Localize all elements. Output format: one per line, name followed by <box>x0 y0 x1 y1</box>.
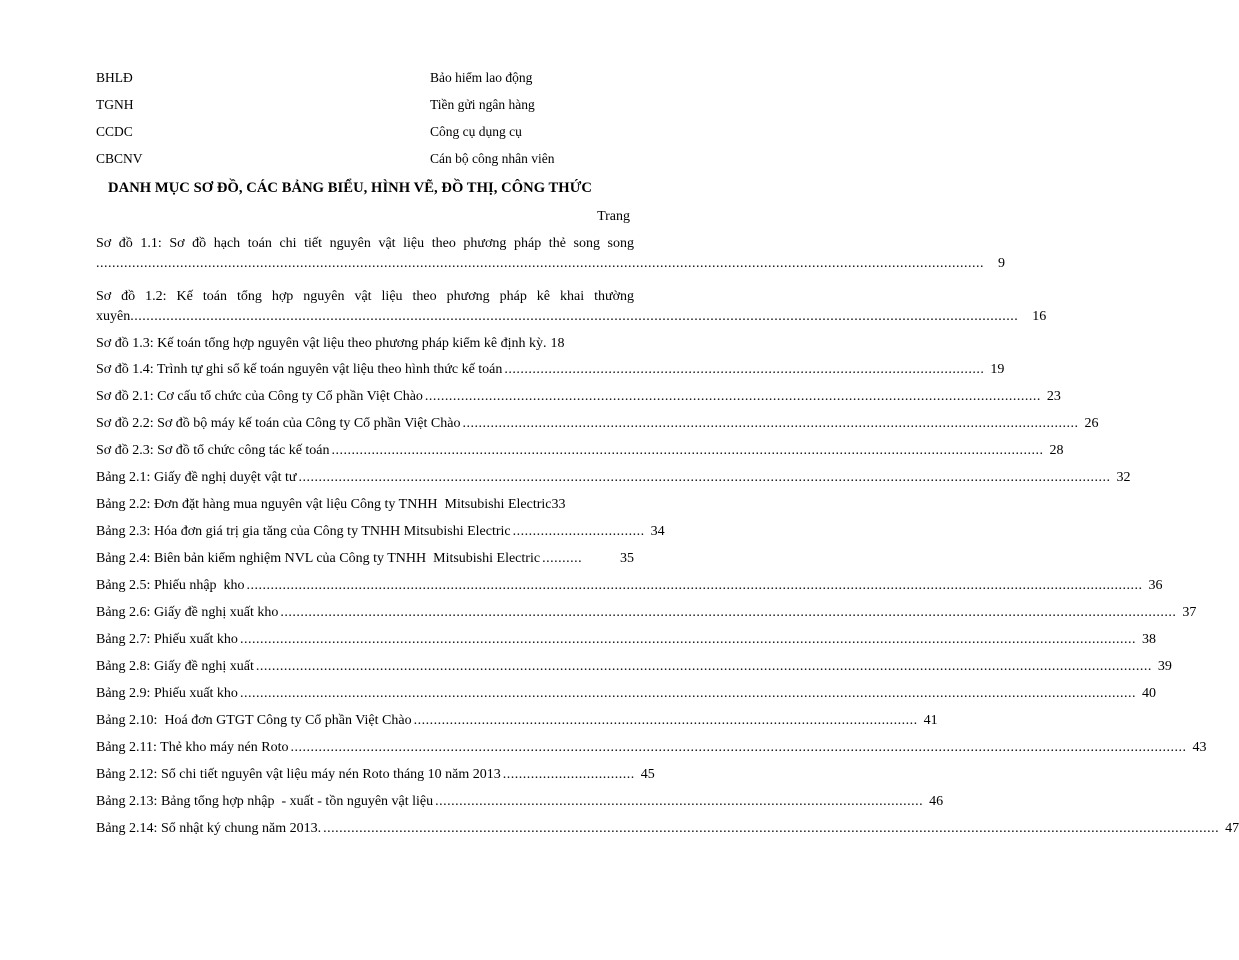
toc-entry-title: Bảng 2.13: Bảng tổng hợp nhập - xuất - tồn nguyên vật liệu <box>96 794 434 809</box>
leader-dots: ........................................................................................................................................................................................................... <box>298 470 1111 485</box>
abbr-code: CBCNV <box>96 151 143 166</box>
toc-entry-page: 33 <box>551 497 566 512</box>
toc-entry-page: 16 <box>1032 309 1047 324</box>
toc-entry-page: 23 <box>1046 389 1061 404</box>
toc-entry[interactable] <box>96 441 1064 461</box>
toc-entry-title: Bảng 2.4: Biên bản kiểm nghiệm NVL của Công ty TNHH Mitsubishi Electric <box>96 551 541 566</box>
toc-entry[interactable] <box>96 792 944 812</box>
toc-entry-title: Bảng 2.10: Hoá đơn GTGT Công ty Cổ phần Việt Chào <box>96 713 412 728</box>
leader-dots: .......................................................................................................................... <box>435 794 924 809</box>
toc-entry-page: 28 <box>1049 443 1064 458</box>
toc-entry-page: 39 <box>1157 659 1172 674</box>
toc-entry-page: 19 <box>990 362 1005 377</box>
toc-entry-title: Bảng 2.3: Hóa đơn giá trị gia tăng của Công ty TNHH Mitsubishi Electric <box>96 524 511 539</box>
toc-entry-page: 47 <box>1225 821 1239 836</box>
page-column-label: Trang <box>597 209 630 224</box>
toc-entry-page: 32 <box>1116 470 1131 485</box>
toc-entry-title: Bảng 2.9: Phiếu xuất kho <box>96 686 238 701</box>
toc-entry-title: Sơ đồ 2.1: Cơ cấu tổ chức của Công ty Cổ phần Việt Chào <box>96 389 423 404</box>
toc-entry[interactable] <box>96 819 1239 839</box>
toc-entry[interactable] <box>96 738 1207 758</box>
toc-entry-title: Bảng 2.6: Giấy đề nghị xuất kho <box>96 605 279 620</box>
toc-entry-title: Bảng 2.14: Sổ nhật ký chung năm 2013. <box>96 821 322 836</box>
leader-dots: ........................................................................................................................ <box>504 362 985 377</box>
toc-entry-page: 9 <box>998 256 1005 271</box>
toc-entry[interactable] <box>96 387 1061 407</box>
toc-entry-page: 37 <box>1182 605 1197 620</box>
toc-entry-page: 34 <box>650 524 665 539</box>
toc-entry[interactable] <box>96 360 1005 380</box>
leader-dots: .............................................................................................................................................................................................................................. <box>96 256 984 271</box>
abbr-meaning: Cán bộ công nhân viên <box>430 151 555 166</box>
abbr-meaning: Tiền gửi ngân hàng <box>430 97 535 112</box>
toc-entry-title: Sơ đồ 1.4: Trình tự ghi sổ kế toán nguyên vật liệu theo hình thức kế toán <box>96 362 503 377</box>
toc-entry[interactable] <box>96 414 1099 434</box>
leader-dots: ................................................................................................................................................................................................................................ <box>239 686 1136 701</box>
toc-entry-page: 18 <box>550 336 565 351</box>
toc-entry[interactable] <box>96 711 938 731</box>
toc-entry[interactable] <box>96 630 1156 650</box>
abbr-meaning: Bảo hiểm lao động <box>430 70 533 85</box>
leader-dots: .............................................................................................................................. <box>413 713 918 728</box>
toc-entry[interactable] <box>96 765 655 785</box>
abbr-code: CCDC <box>96 124 133 139</box>
toc-entry[interactable] <box>96 576 1163 596</box>
leader-dots: .............................................................................................................................................................................................................................. <box>130 309 1019 324</box>
leader-dots: .................................................................................................................................................................................. <box>331 443 1044 458</box>
leader-dots: ................................................................................................................................................................................................................................ <box>239 632 1136 647</box>
toc-entry[interactable] <box>96 495 634 515</box>
leader-dots: .......... <box>542 551 583 566</box>
toc-entry-title: Bảng 2.5: Phiếu nhập kho <box>96 578 245 593</box>
toc-entry-title: Sơ đồ 1.2: Kế toán tổng hợp nguyên vật liệu theo phương pháp kê khai thường <box>96 289 634 304</box>
abbr-code: BHLĐ <box>96 70 133 85</box>
leader-dots: ................................................................................................................................................................................................................................ <box>255 659 1152 674</box>
abbr-meaning: Công cụ dụng cụ <box>430 124 522 139</box>
toc-entry-title-cont: xuyên <box>96 309 131 324</box>
toc-entry-title: Sơ đồ 1.3: Kế toán tổng hợp nguyên vật liệu theo phương pháp kiểm kê định kỳ. <box>96 336 547 351</box>
section-heading: DANH MỤC SƠ ĐỒ, CÁC BẢNG BIỂU, HÌNH VẼ, ĐỒ THỊ, CÔNG THỨC <box>108 180 592 196</box>
toc-entry-title: Bảng 2.1: Giấy đề nghị duyệt vật tư <box>96 470 297 485</box>
leader-dots: .......................................................................................................................................................... <box>462 416 1079 431</box>
toc-entry-page: 36 <box>1148 578 1163 593</box>
toc-entry[interactable] <box>96 522 665 542</box>
toc-entry-title: Bảng 2.2: Đơn đặt hàng mua nguyên vật liệu Công ty TNHH Mitsubishi Electric <box>96 497 552 512</box>
toc-entry-page: 45 <box>640 767 655 782</box>
leader-dots: ................................. <box>512 524 645 539</box>
leader-dots: ................................................................................................................................................................................................................................ <box>290 740 1187 755</box>
toc-entry[interactable] <box>96 549 634 569</box>
toc-entry-title: Bảng 2.8: Giấy đề nghị xuất <box>96 659 254 674</box>
toc-entry-page: 38 <box>1141 632 1156 647</box>
toc-entry-title: Bảng 2.12: Sổ chi tiết nguyên vật liệu máy nén Roto tháng 10 năm 2013 <box>96 767 501 782</box>
leader-dots: ................................. <box>502 767 635 782</box>
toc-entry-title: Sơ đồ 2.2: Sơ đồ bộ máy kế toán của Công ty Cổ phần Việt Chào <box>96 416 461 431</box>
toc-entry-page: 43 <box>1192 740 1207 755</box>
leader-dots: .......................................................................................................................................................... <box>424 389 1041 404</box>
toc-entry-page: 26 <box>1084 416 1099 431</box>
toc-entry-page: 35 <box>620 551 634 566</box>
toc-entry-title: Bảng 2.7: Phiếu xuất kho <box>96 632 238 647</box>
toc-entry[interactable] <box>96 684 1156 704</box>
toc-entry-title: Sơ đồ 1.1: Sơ đồ hạch toán chi tiết nguyên vật liệu theo phương pháp thẻ song song <box>96 236 634 251</box>
leader-dots: ................................................................................................................................................................................................................................ <box>323 821 1220 836</box>
toc-entry-page: 46 <box>929 794 944 809</box>
toc-entry[interactable] <box>96 334 634 354</box>
toc-entry-page: 40 <box>1141 686 1156 701</box>
toc-entry[interactable] <box>96 287 1047 327</box>
toc-entry[interactable] <box>96 603 1197 623</box>
toc-entry[interactable] <box>96 657 1172 677</box>
toc-entry[interactable] <box>96 234 1005 274</box>
toc-entry-title: Bảng 2.11: Thẻ kho máy nén Roto <box>96 740 289 755</box>
toc-entry-page: 41 <box>923 713 938 728</box>
toc-entry[interactable] <box>96 468 1131 488</box>
abbr-code: TGNH <box>96 97 134 112</box>
toc-entry-title: Sơ đồ 2.3: Sơ đồ tổ chức công tác kế toán <box>96 443 330 458</box>
leader-dots: ................................................................................................................................................................................................................................ <box>246 578 1143 593</box>
leader-dots: ................................................................................................................................................................................................................................ <box>280 605 1177 620</box>
